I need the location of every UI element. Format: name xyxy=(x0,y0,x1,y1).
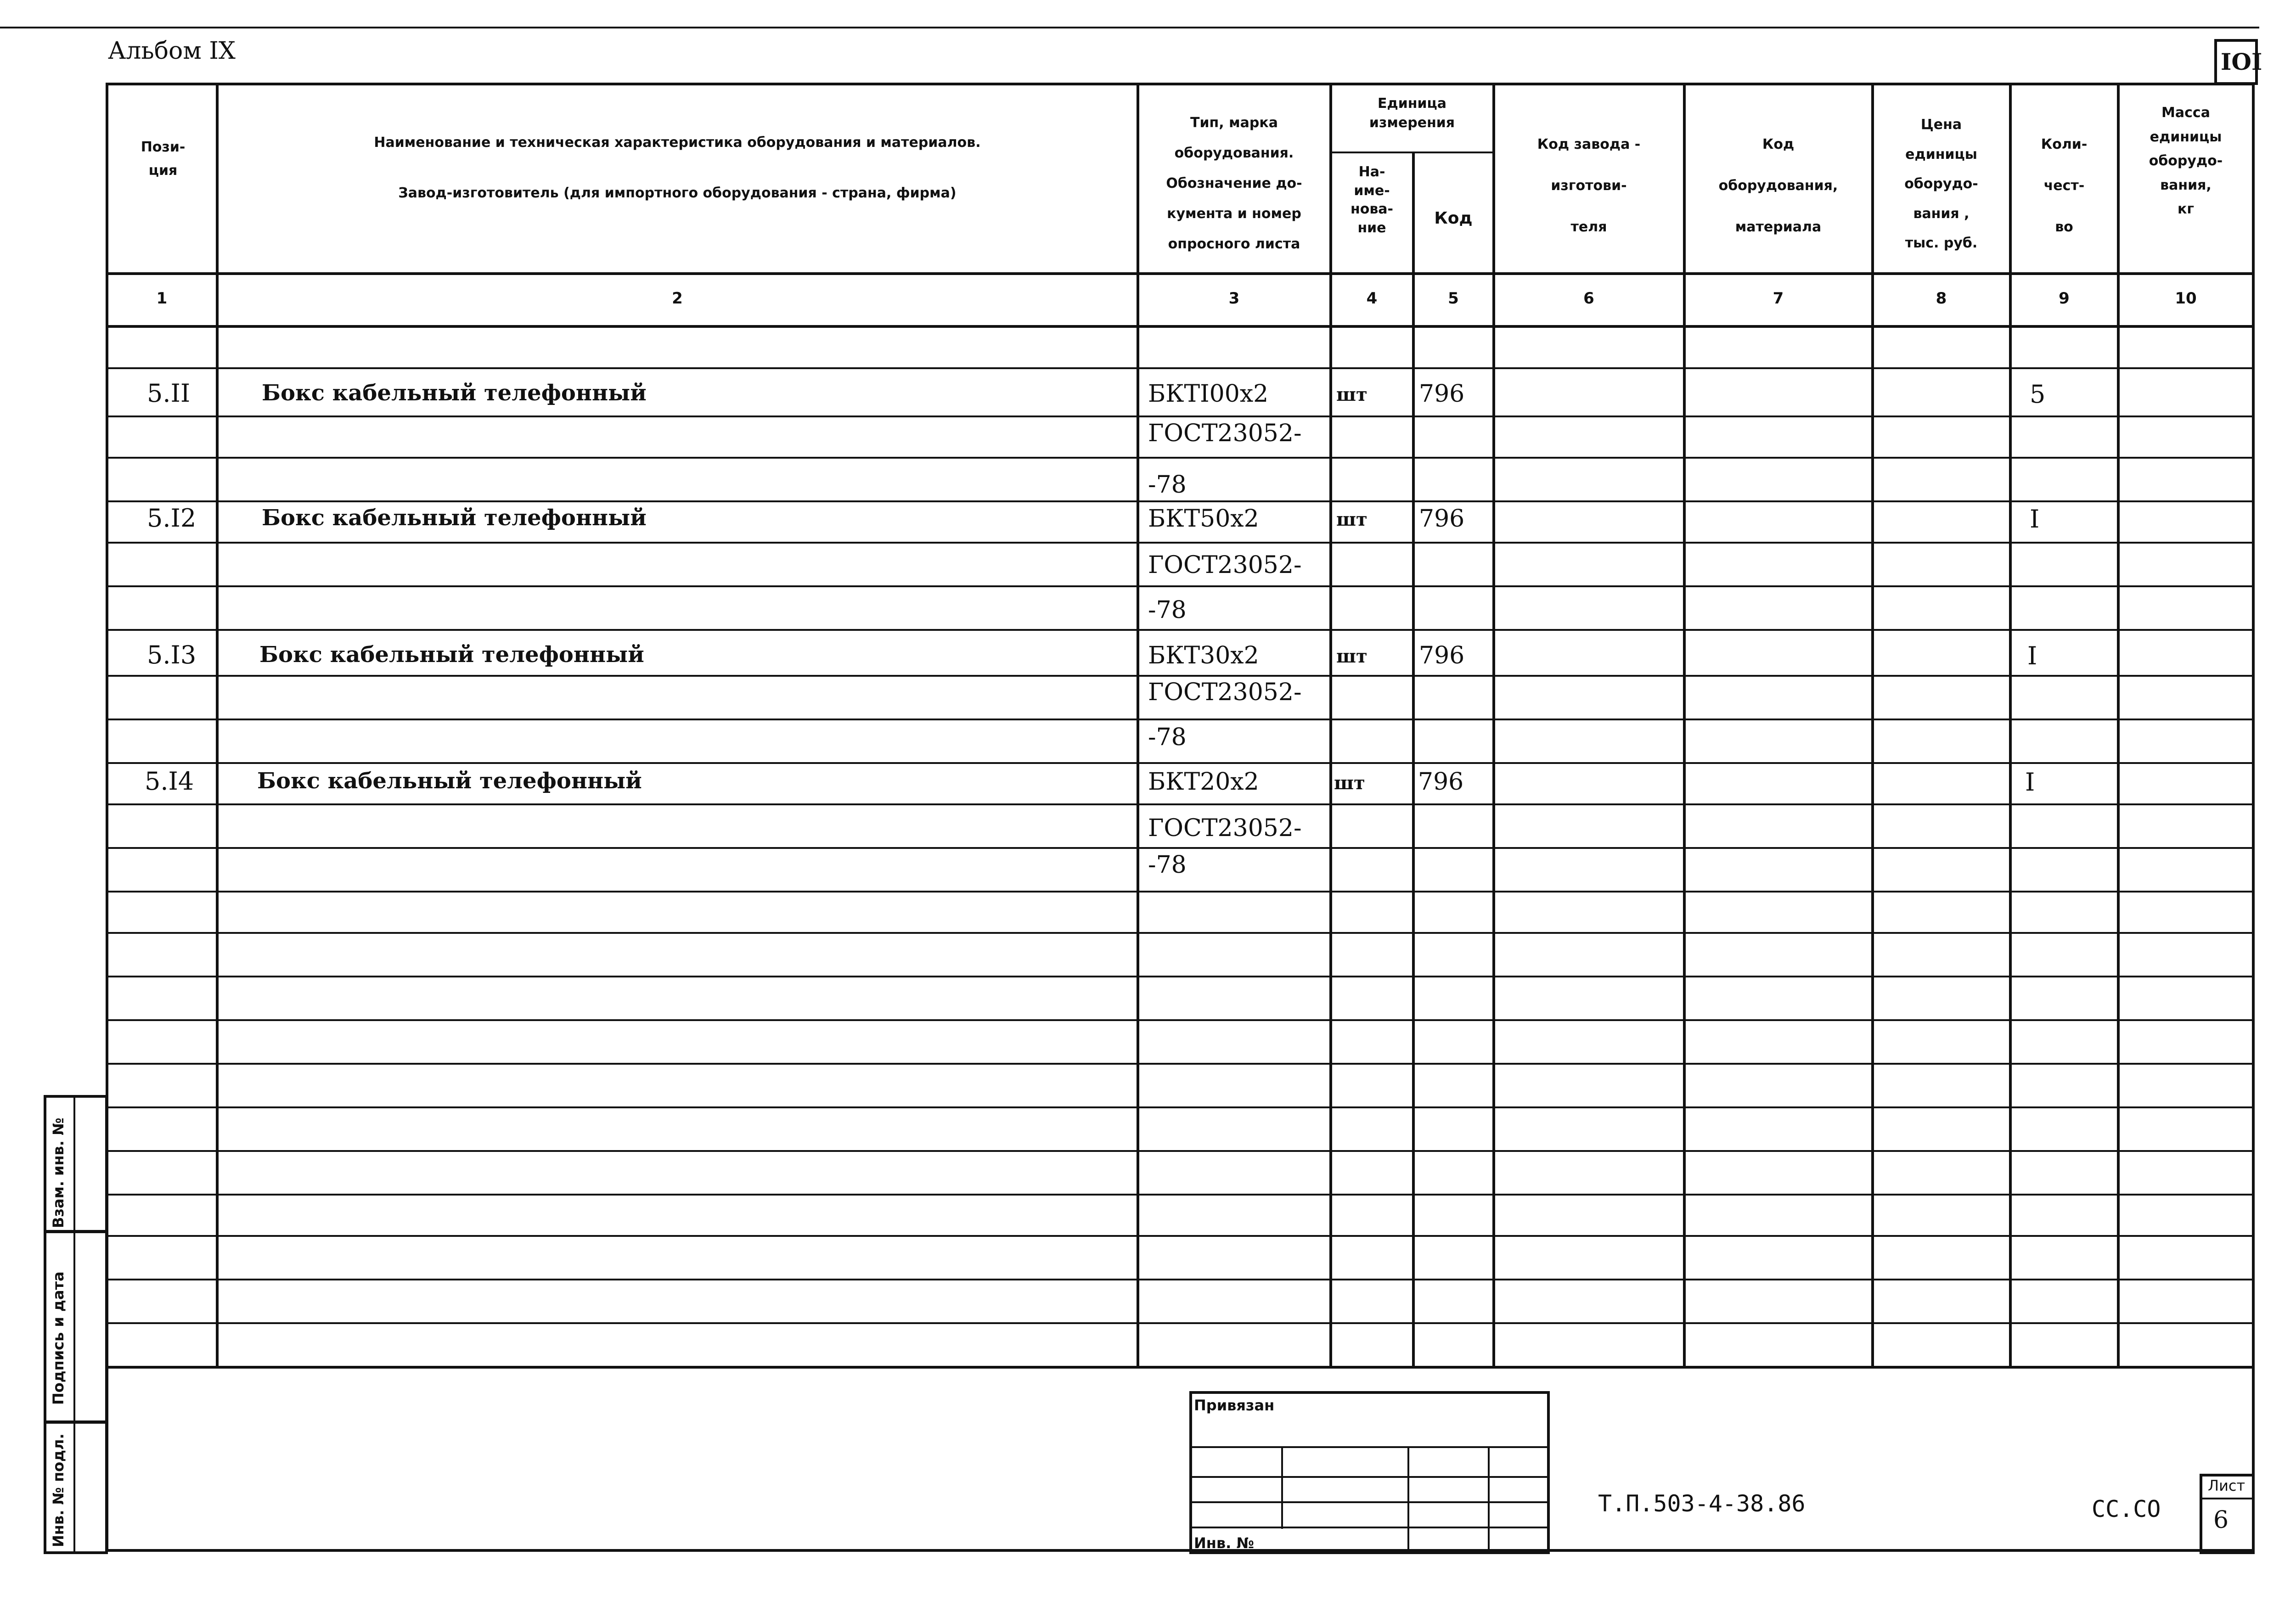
row-2-doc2: -78 xyxy=(1148,596,1187,624)
row-divider xyxy=(106,1322,2255,1324)
page-corner-number: IOI xyxy=(2221,48,2262,75)
row-divider xyxy=(106,1194,2255,1196)
colnum-4: 4 xyxy=(1366,289,1378,308)
row-divider xyxy=(106,457,2255,459)
header-unit-code: Код xyxy=(1434,209,1473,228)
row-1-name: Бокс кабельный телефонный xyxy=(262,380,647,406)
row-divider xyxy=(106,719,2255,720)
album-label: Альбом IX xyxy=(108,37,236,65)
vline-c9 xyxy=(2117,83,2120,1368)
header-price: Цена единицы оборудо- вания , тыс. руб. xyxy=(1904,117,1978,251)
vline-c2 xyxy=(1137,83,1139,1368)
section-code: СС.СО xyxy=(2092,1496,2161,1522)
header-equipment-code: Код оборудования, материала xyxy=(1718,136,1838,235)
vline-c3 xyxy=(1329,83,1332,1368)
row-divider xyxy=(106,675,2255,677)
stamp-vrule-1 xyxy=(1281,1446,1283,1529)
stamp-vrule-3 xyxy=(1488,1446,1490,1554)
row-3-qty: I xyxy=(2027,641,2037,670)
stamp-rule-1 xyxy=(1189,1446,1550,1448)
row-4-position: 5.I4 xyxy=(145,767,194,796)
row-divider xyxy=(106,1279,2255,1280)
row-4-unit: шт xyxy=(1334,772,1365,794)
side-box-divider xyxy=(73,1095,75,1554)
row-2-qty: I xyxy=(2030,505,2040,533)
row-4-qty: I xyxy=(2025,768,2035,797)
row-1-type: БКТI00х2 xyxy=(1148,380,1269,408)
row-divider xyxy=(106,1063,2255,1065)
colnum-3: 3 xyxy=(1228,289,1240,308)
header-unit-name: На- име- нова- ние xyxy=(1350,164,1394,236)
row-divider xyxy=(106,932,2255,934)
row-divider xyxy=(106,542,2255,544)
row-divider xyxy=(106,500,2255,502)
doc-code: Т.П.503-4-38.86 xyxy=(1598,1490,1806,1517)
stamp-rule-3 xyxy=(1189,1501,1550,1503)
row-3-doc2: -78 xyxy=(1148,724,1187,751)
sheet-box-rule xyxy=(2200,1498,2255,1499)
colnum-6: 6 xyxy=(1583,289,1594,308)
colnum-10: 10 xyxy=(2175,289,2197,308)
row-1-code: 796 xyxy=(1419,380,1465,408)
unit-group-rule xyxy=(1329,152,1495,153)
row-4-name: Бокс кабельный телефонный xyxy=(257,768,642,794)
colnum-9: 9 xyxy=(2059,289,2070,308)
stamp-privyazan-box xyxy=(1189,1391,1550,1554)
row-1-unit: шт xyxy=(1336,384,1367,405)
vline-c4 xyxy=(1412,152,1415,1368)
header-name-line1: Наименование и техническая характеристика оборудования и материалов. xyxy=(374,135,981,151)
row-divider xyxy=(106,976,2255,977)
row-3-type: БКТ30х2 xyxy=(1148,642,1259,669)
header-unit-group: Единица измерения xyxy=(1369,95,1455,131)
row-2-name: Бокс кабельный телефонный xyxy=(262,505,647,531)
row-3-doc1: ГОСТ23052- xyxy=(1148,679,1302,706)
row-3-position: 5.I3 xyxy=(147,640,197,669)
row-2-doc1: ГОСТ23052- xyxy=(1148,551,1302,579)
top-rule xyxy=(0,27,2259,28)
stamp-rule-4 xyxy=(1189,1527,1550,1528)
row-2-unit: шт xyxy=(1336,509,1367,530)
header-quantity: Коли- чест- во xyxy=(2041,136,2088,235)
side-label-vzam: Взам. инв. № xyxy=(50,1117,67,1228)
colnum-1: 1 xyxy=(156,289,168,308)
header-position: Пози- ция xyxy=(141,139,186,179)
colnum-7: 7 xyxy=(1773,289,1784,308)
stamp-vrule-2 xyxy=(1407,1446,1409,1554)
vline-c8 xyxy=(2009,83,2012,1368)
row-divider xyxy=(106,1235,2255,1237)
row-3-code: 796 xyxy=(1419,642,1465,669)
colnum-bottom-rule xyxy=(106,325,2255,328)
side-label-inv: Инв. № подл. xyxy=(50,1433,67,1547)
header-type: Тип, марка оборудования. Обозначение до- кумента и номер опросного листа xyxy=(1166,115,1302,252)
row-2-position: 5.I2 xyxy=(147,504,197,533)
row-divider xyxy=(106,803,2255,805)
vline-c7 xyxy=(1871,83,1874,1368)
row-1-qty: 5 xyxy=(2030,380,2046,409)
row-4-code: 796 xyxy=(1418,768,1464,796)
row-2-type: БКТ50х2 xyxy=(1148,505,1259,533)
row-2-code: 796 xyxy=(1419,505,1465,533)
row-4-type: БКТ20х2 xyxy=(1148,768,1259,796)
vline-c5 xyxy=(1492,83,1495,1368)
row-divider xyxy=(106,1150,2255,1152)
row-divider xyxy=(106,585,2255,587)
row-3-unit: шт xyxy=(1336,646,1367,667)
row-divider xyxy=(106,367,2255,369)
row-divider xyxy=(106,1106,2255,1108)
colnum-8: 8 xyxy=(1936,289,1947,308)
sheet-number: 6 xyxy=(2213,1506,2229,1534)
header-factory-code: Код завода - изготови- теля xyxy=(1537,136,1641,235)
header-mass: Масса единицы оборудо- вания, кг xyxy=(2149,105,2223,217)
row-3-name: Бокс кабельный телефонный xyxy=(259,642,644,668)
row-divider xyxy=(106,629,2255,631)
stamp-inv-label: Инв. № xyxy=(1194,1534,1254,1552)
stamp-privyazan-label: Привязан xyxy=(1194,1397,1275,1414)
stamp-rule-2 xyxy=(1189,1476,1550,1478)
row-divider xyxy=(106,847,2255,849)
colnum-2: 2 xyxy=(672,289,683,308)
header-name-line2: Завод-изготовитель (для импортного оборудования - страна, фирма) xyxy=(398,185,957,201)
table-body-bottom xyxy=(106,1366,2255,1369)
row-divider xyxy=(106,1019,2255,1021)
row-divider xyxy=(106,891,2255,893)
row-1-doc1: ГОСТ23052- xyxy=(1148,420,1302,447)
colnum-5: 5 xyxy=(1448,289,1459,308)
row-divider xyxy=(106,762,2255,764)
row-1-doc2: -78 xyxy=(1148,471,1187,499)
sheet-label: Лист xyxy=(2208,1477,2245,1494)
row-divider xyxy=(106,415,2255,417)
row-1-position: 5.II xyxy=(147,379,191,408)
header-bottom-rule xyxy=(106,272,2255,275)
vline-c6 xyxy=(1683,83,1686,1368)
side-label-podpis: Подпись и дата xyxy=(50,1271,67,1405)
row-4-doc2: -78 xyxy=(1148,851,1187,879)
vline-c1 xyxy=(216,83,219,1368)
row-4-doc1: ГОСТ23052- xyxy=(1148,814,1302,842)
